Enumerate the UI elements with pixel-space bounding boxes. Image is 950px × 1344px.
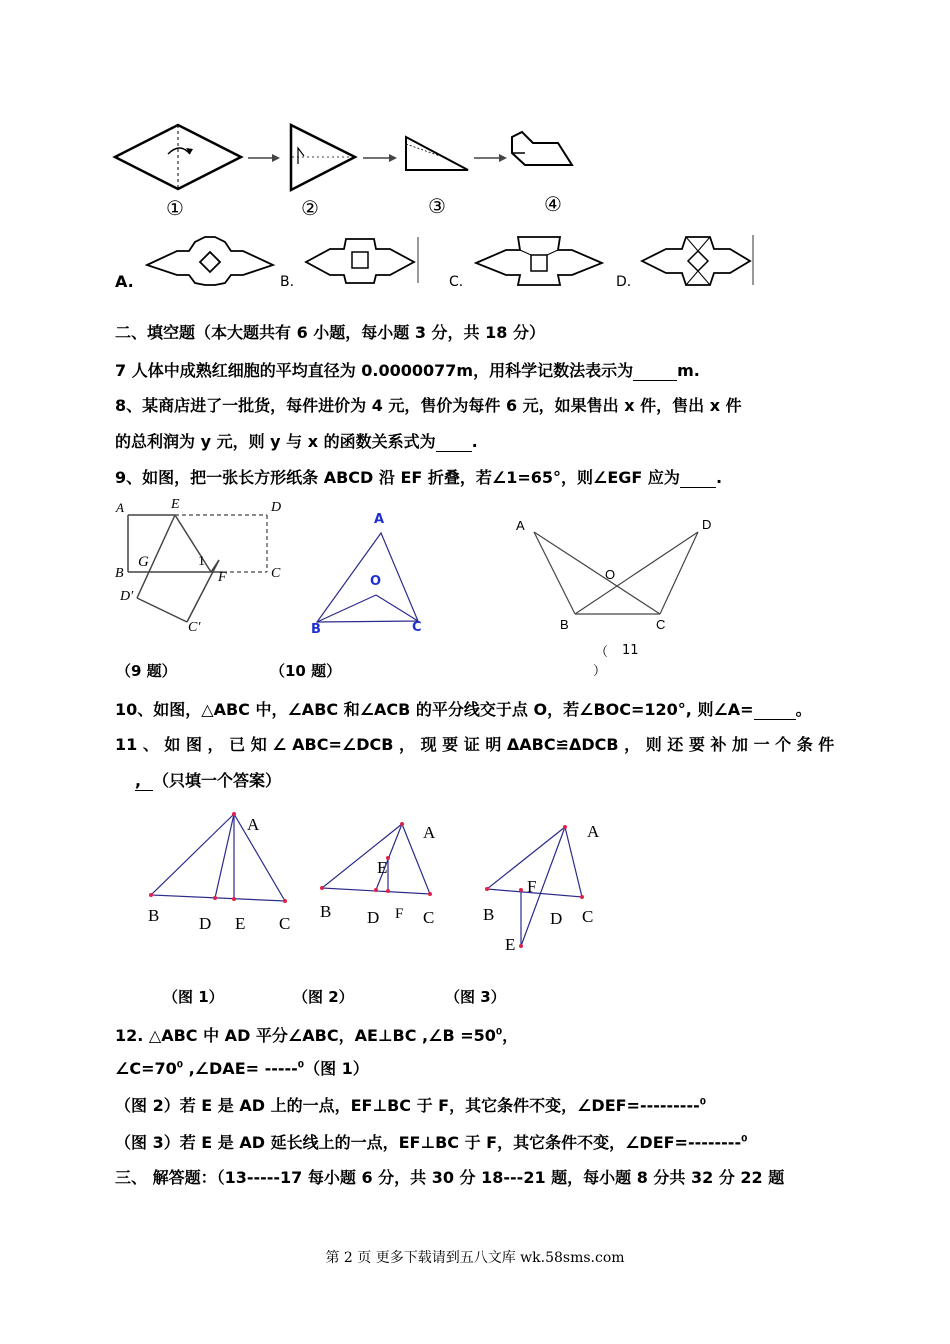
step-label-2: ②: [301, 196, 319, 220]
step-label-4: ④: [544, 192, 562, 216]
fig12-1-label-b: B: [148, 906, 160, 925]
q12-line4: （图 3）若 E 是 AD 延长线上的一点，EF⊥BC 于 F，其它条件不变，∠DEF=--------$^0$: [115, 1133, 748, 1152]
fig11-caption-num: 11: [622, 643, 639, 658]
fig12-caption-1: （图 1）: [163, 988, 224, 1006]
section3-heading: 三、 解答题：（13-----17 每小题 6 分，共 30 分 18---21 题，每小题 8 分共 32 分 22 题: [115, 1168, 785, 1187]
page-footer: 第 2 页 更多下载请到五八文库 wk.58sms.com: [325, 1250, 625, 1266]
fig11-label-b: B: [560, 617, 569, 632]
q11-line2: , （只填一个答案）: [135, 771, 282, 790]
step-label-1: ①: [166, 196, 184, 220]
fig9-label-g: G: [138, 554, 149, 570]
fig10-label-o: O: [370, 574, 382, 589]
fig12-caption-2: （图 2）: [293, 988, 354, 1006]
choice-d-label: D.: [616, 274, 632, 290]
fig11-label-a: A: [516, 518, 525, 533]
figure-11: [520, 520, 720, 630]
q7: 7 人体中成熟红细胞的平均直径为 0.0000077m，用科学记数法表示为 m.: [115, 361, 700, 380]
q9: 9、如图，把一张长方形纸条 ABCD 沿 EF 折叠，若∠1=65°，则∠EGF 应为 .: [115, 468, 723, 487]
fig11-caption-close: ）: [593, 664, 607, 679]
fig12-2-label-d: D: [367, 908, 380, 927]
fig12-3-label-c: C: [582, 907, 594, 926]
fig9-label-e: E: [171, 497, 180, 512]
fig9-label-b: B: [115, 566, 124, 581]
fig12-1-label-a: A: [247, 815, 260, 834]
fig12-2-label-e: E: [377, 858, 388, 877]
section2-heading: 二、填空题（本大题共有 6 小题，每小题 3 分，共 18 分）: [115, 323, 545, 342]
fig12-1-label-d: D: [199, 914, 212, 933]
fig10-label-a: A: [374, 512, 385, 527]
choice-c-label: C.: [449, 274, 464, 290]
q11-line1: 11 、 如 图 ， 已 知 ∠ ABC=∠DCB ， 现 要 证 明 ΔABC≌ΔDCB ， 则 还 要 补 加 一 个 条 件: [115, 735, 835, 754]
q12-line2: $\angle C=70^0$ ,∠DAE= -----$^0$（图 1）: [115, 1059, 369, 1078]
fig9-label-f: F: [218, 570, 227, 585]
fig12-2-label-a: A: [423, 823, 436, 842]
fig12-2-label-b: B: [320, 902, 332, 921]
fig9-label-c-prime: C′: [188, 620, 201, 635]
fig11-label-c: C: [656, 617, 666, 632]
fig10-label-b: B: [311, 622, 321, 637]
choice-d-shape: [640, 233, 756, 287]
fig11-label-d: D: [702, 517, 712, 532]
figure-9: [115, 500, 295, 650]
choice-a-label: A.: [115, 272, 134, 291]
fig11-label-o: O: [605, 567, 616, 582]
fig9-label-c: C: [271, 566, 281, 581]
fig12-3-label-b: B: [483, 905, 495, 924]
fig12-3-label-a: A: [587, 822, 600, 841]
fig12-1-label-c: C: [279, 914, 291, 933]
fig12-3-label-f: F: [527, 877, 537, 896]
fig12-3-label-e: E: [505, 935, 516, 954]
fig12-1-label-e: E: [235, 914, 246, 933]
fig10-label-c: C: [412, 620, 422, 635]
fig11-caption-open: （: [595, 645, 609, 660]
choice-b-label: B.: [280, 274, 295, 290]
choice-b-shape: [304, 235, 420, 285]
fig12-caption-3: （图 3）: [445, 988, 506, 1006]
q8-line1: 8、某商店进了一批货，每件进价为 4 元，售价为每件 6 元，如果售出 x 件，售出 x 件: [115, 396, 742, 415]
fig9-label-d: D: [271, 500, 282, 515]
q12-line1: 12. △ABC 中 AD 平分∠ABC，AE⊥BC ,∠B $=50^0$，: [115, 1026, 519, 1045]
fig9-caption: （9 题）: [116, 662, 177, 680]
fig9-label-1: 1: [198, 554, 205, 569]
figure-12-1: [140, 808, 300, 908]
fig12-2-label-f: F: [395, 906, 404, 922]
q8-line2: 的总利润为 y 元，则 y 与 x 的函数关系式为 .: [115, 432, 478, 451]
choice-a-shape: [145, 235, 275, 285]
fig9-label-d-prime: D′: [120, 589, 134, 604]
q10: 10、如图，△ABC 中，∠ABC 和∠ACB 的平分线交于点 O，若∠BOC=120°, 则∠A= 。: [115, 700, 812, 719]
figure-12-3: [480, 820, 600, 950]
fig9-label-a: A: [116, 500, 124, 515]
step-label-3: ③: [428, 194, 446, 218]
fig12-3-label-d: D: [550, 909, 563, 928]
q12-line3: （图 2）若 E 是 AD 上的一点，EF⊥BC 于 F，其它条件不变，∠DEF=---------$^0$: [115, 1096, 706, 1115]
fig10-caption: （10 题）: [270, 662, 342, 680]
fig12-2-label-c: C: [423, 908, 435, 927]
choice-c-shape: [474, 235, 604, 285]
